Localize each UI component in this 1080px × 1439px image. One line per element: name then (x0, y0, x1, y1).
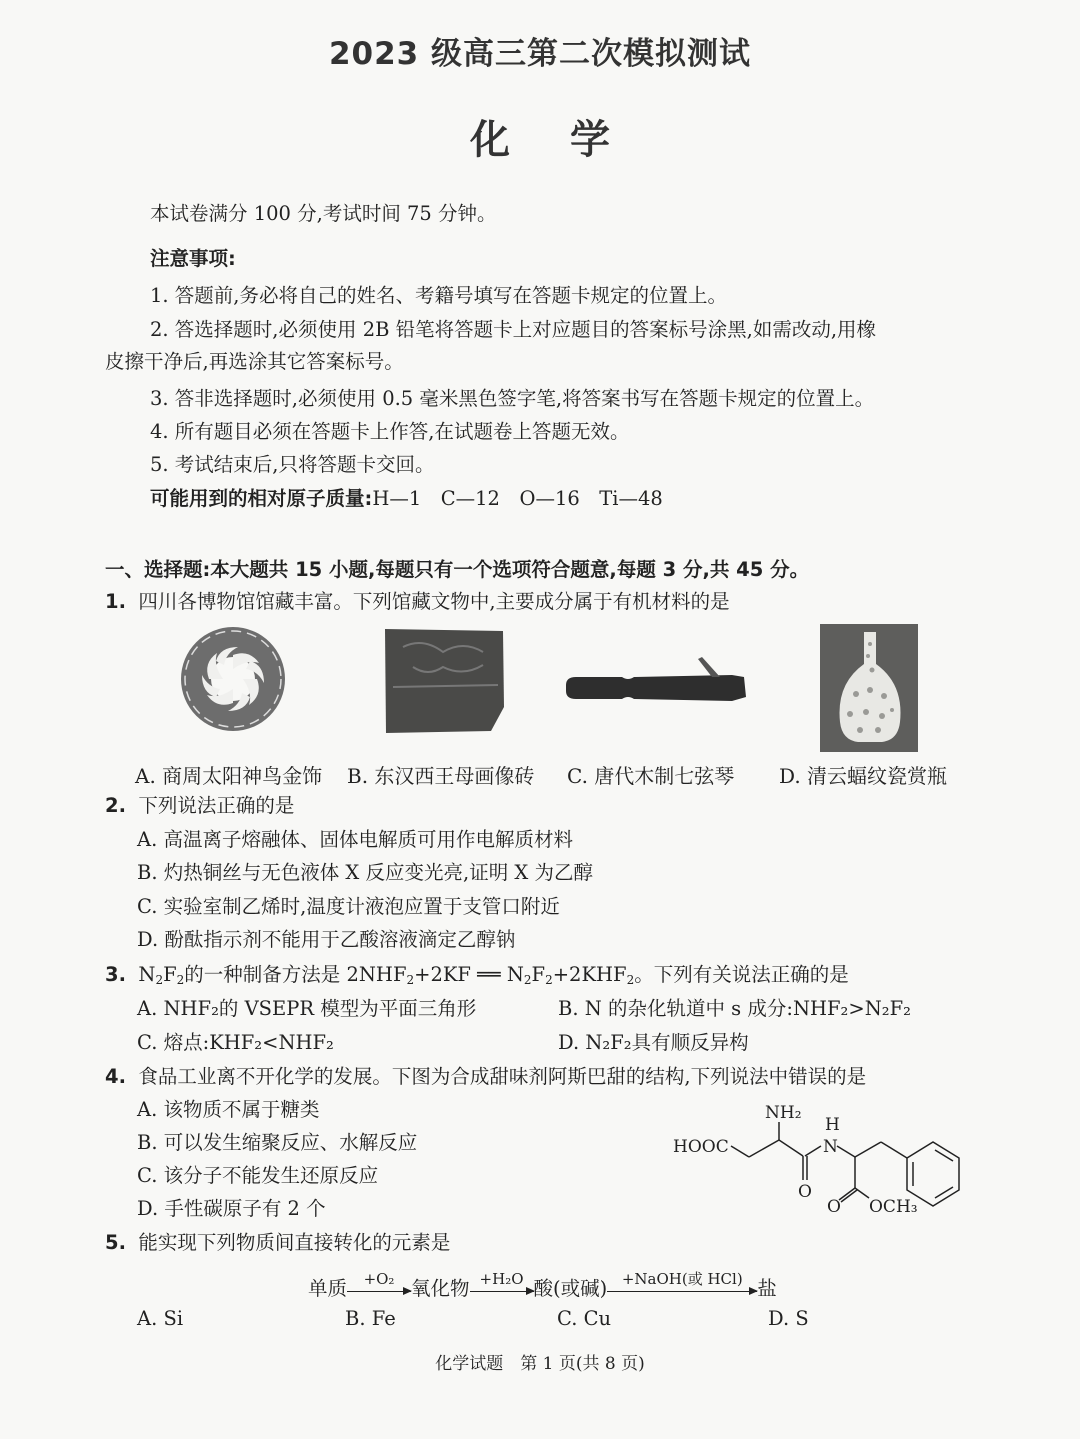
question-2 (105, 792, 294, 820)
question-number: 2. (105, 794, 126, 817)
note-item-cont: 皮擦干净后,再选涂其它答案标号。 (105, 350, 404, 373)
han-brick-image (383, 627, 505, 734)
note-item: 1. 答题前,务必将自己的姓名、考籍号填写在答题卡规定的位置上。 (150, 284, 728, 307)
aspartame-structure (665, 1100, 985, 1225)
formula-part: N (138, 963, 156, 986)
exam-title: 2023 级高三第二次模拟测试 (328, 36, 752, 72)
formula-part: 的一种制备方法是 2NHF (184, 963, 407, 986)
q3-option-c: C. 熔点:KHF₂<NHF₂ (137, 1031, 334, 1054)
och3-label: OCH₃ (869, 1197, 918, 1217)
atomic-mass-label: 可能用到的相对原子质量: (150, 487, 373, 510)
gold-sunbird-image (180, 625, 286, 733)
note-item: 4. 所有题目必须在答题卡上作答,在试题卷上答题无效。 (150, 420, 630, 443)
question-stem: 四川各博物馆馆藏丰富。下列馆藏文物中,主要成分属于有机材料的是 (138, 590, 730, 613)
question-1 (105, 588, 730, 616)
page-footer: 化学试题 第 1 页(共 8 页) (435, 1354, 645, 1374)
question-number: 1. (105, 590, 126, 613)
question-stem: 食品工业离不开化学的发展。下图为合成甜味剂阿斯巴甜的结构,下列说法中错误的是 (138, 1065, 867, 1088)
hooc-label: HOOC (673, 1137, 729, 1157)
q4-option-b: B. 可以发生缩聚反应、水解反应 (137, 1131, 418, 1154)
exam-intro: 本试卷满分 100 分,考试时间 75 分钟。 (150, 202, 497, 225)
question-stem: 能实现下列物质间直接转化的元素是 (138, 1231, 451, 1254)
q4-option-a: A. 该物质不属于糖类 (137, 1098, 320, 1121)
note-item: 5. 考试结束后,只将答题卡交回。 (150, 453, 435, 476)
reaction-arrow (347, 1269, 411, 1293)
question-number: 3. (105, 963, 126, 986)
nh2-label: NH₂ (765, 1103, 802, 1123)
note-item: 3. 答非选择题时,必须使用 0.5 毫米黑色签字笔,将答案书写在答题卡规定的位置上。 (150, 387, 875, 410)
arrow-icon (347, 1291, 411, 1293)
q5-option-d: D. S (768, 1307, 809, 1330)
question-number: 4. (105, 1065, 126, 1088)
arrow-icon (470, 1291, 534, 1293)
formula-part: +2KHF (552, 963, 627, 986)
chain-substance: 酸(或碱) (533, 1277, 608, 1300)
q4-option-c: C. 该分子不能发生还原反应 (137, 1164, 379, 1187)
q2-option-d: D. 酚酞指示剂不能用于乙酸溶液滴定乙醇钠 (137, 928, 516, 951)
question-3: 3. $N_2F_2$的一种制备方法是 $2NHF_2+2KF$ ══ $N_2F_2+2KHF_2$。下列有关说法正确的是 (105, 963, 849, 987)
q5-option-b: B. Fe (345, 1307, 396, 1330)
exam-subject: 化学 (470, 117, 670, 163)
q1-option-d: D. 清云蝠纹瓷赏瓶 (779, 764, 948, 788)
question-4 (105, 1063, 866, 1091)
q3-option-b: B. N 的杂化轨道中 s 成分:NHF₂>N₂F₂ (558, 997, 911, 1020)
q5-option-a: A. Si (137, 1307, 184, 1330)
question-number: 5. (105, 1231, 126, 1254)
formula-part: 。下列有关说法正确的是 (634, 963, 849, 986)
n-label: N (823, 1137, 838, 1157)
reaction-arrow (470, 1269, 534, 1293)
reaction-arrow (607, 1269, 757, 1293)
conversion-chain (308, 1269, 777, 1303)
q2-option-b: B. 灼热铜丝与无色液体 X 反应变光亮,证明 X 为乙醇 (137, 861, 593, 884)
atomic-mass-values: H—1 C—12 O—16 Ti—48 (372, 487, 663, 510)
q4-option-d: D. 手性碳原子有 2 个 (137, 1197, 326, 1220)
arrow-label: +O₂ (363, 1269, 395, 1288)
q2-option-a: A. 高温离子熔融体、固体电解质可用作电解质材料 (137, 828, 573, 851)
q3-option-a: A. NHF₂的 VSEPR 模型为平面三角形 (137, 997, 477, 1020)
arrow-label: +NaOH(或 HCl) (621, 1269, 743, 1288)
chain-substance: 氧化物 (411, 1277, 470, 1300)
o-label: O (827, 1197, 841, 1217)
section-heading: 一、选择题:本大题共 15 小题,每题只有一个选项符合题意,每题 3 分,共 45 分。 (105, 558, 810, 581)
h-label: H (825, 1115, 840, 1135)
q1-option-b: B. 东汉西王母画像砖 (347, 764, 535, 788)
question-5 (105, 1229, 450, 1257)
q1-option-a: A. 商周太阳神鸟金饰 (135, 764, 323, 788)
arrow-label: +H₂O (479, 1269, 524, 1288)
q3-option-d: D. N₂F₂具有顺反异构 (558, 1031, 749, 1054)
question-stem: 下列说法正确的是 (138, 794, 295, 817)
arrow-icon (607, 1291, 757, 1293)
atomic-mass-line (150, 485, 663, 513)
note-item: 2. 答选择题时,必须使用 2B 铅笔将答题卡上对应题目的答案标号涂黑,如需改动,用橡 (150, 318, 877, 341)
formula-part: F (531, 963, 546, 986)
o-label: O (798, 1182, 812, 1202)
guqin-image (562, 655, 752, 715)
notes-heading: 注意事项: (150, 247, 236, 270)
q2-option-c: C. 实验室制乙烯时,温度计液泡应置于支管口附近 (137, 895, 560, 918)
chain-substance: 单质 (308, 1277, 348, 1300)
porcelain-vase-image (820, 624, 918, 752)
chain-substance: 盐 (757, 1277, 777, 1300)
formula-part: +2KF ══ N (414, 963, 524, 986)
q5-option-c: C. Cu (557, 1307, 612, 1330)
q1-option-c: C. 唐代木制七弦琴 (567, 764, 735, 788)
